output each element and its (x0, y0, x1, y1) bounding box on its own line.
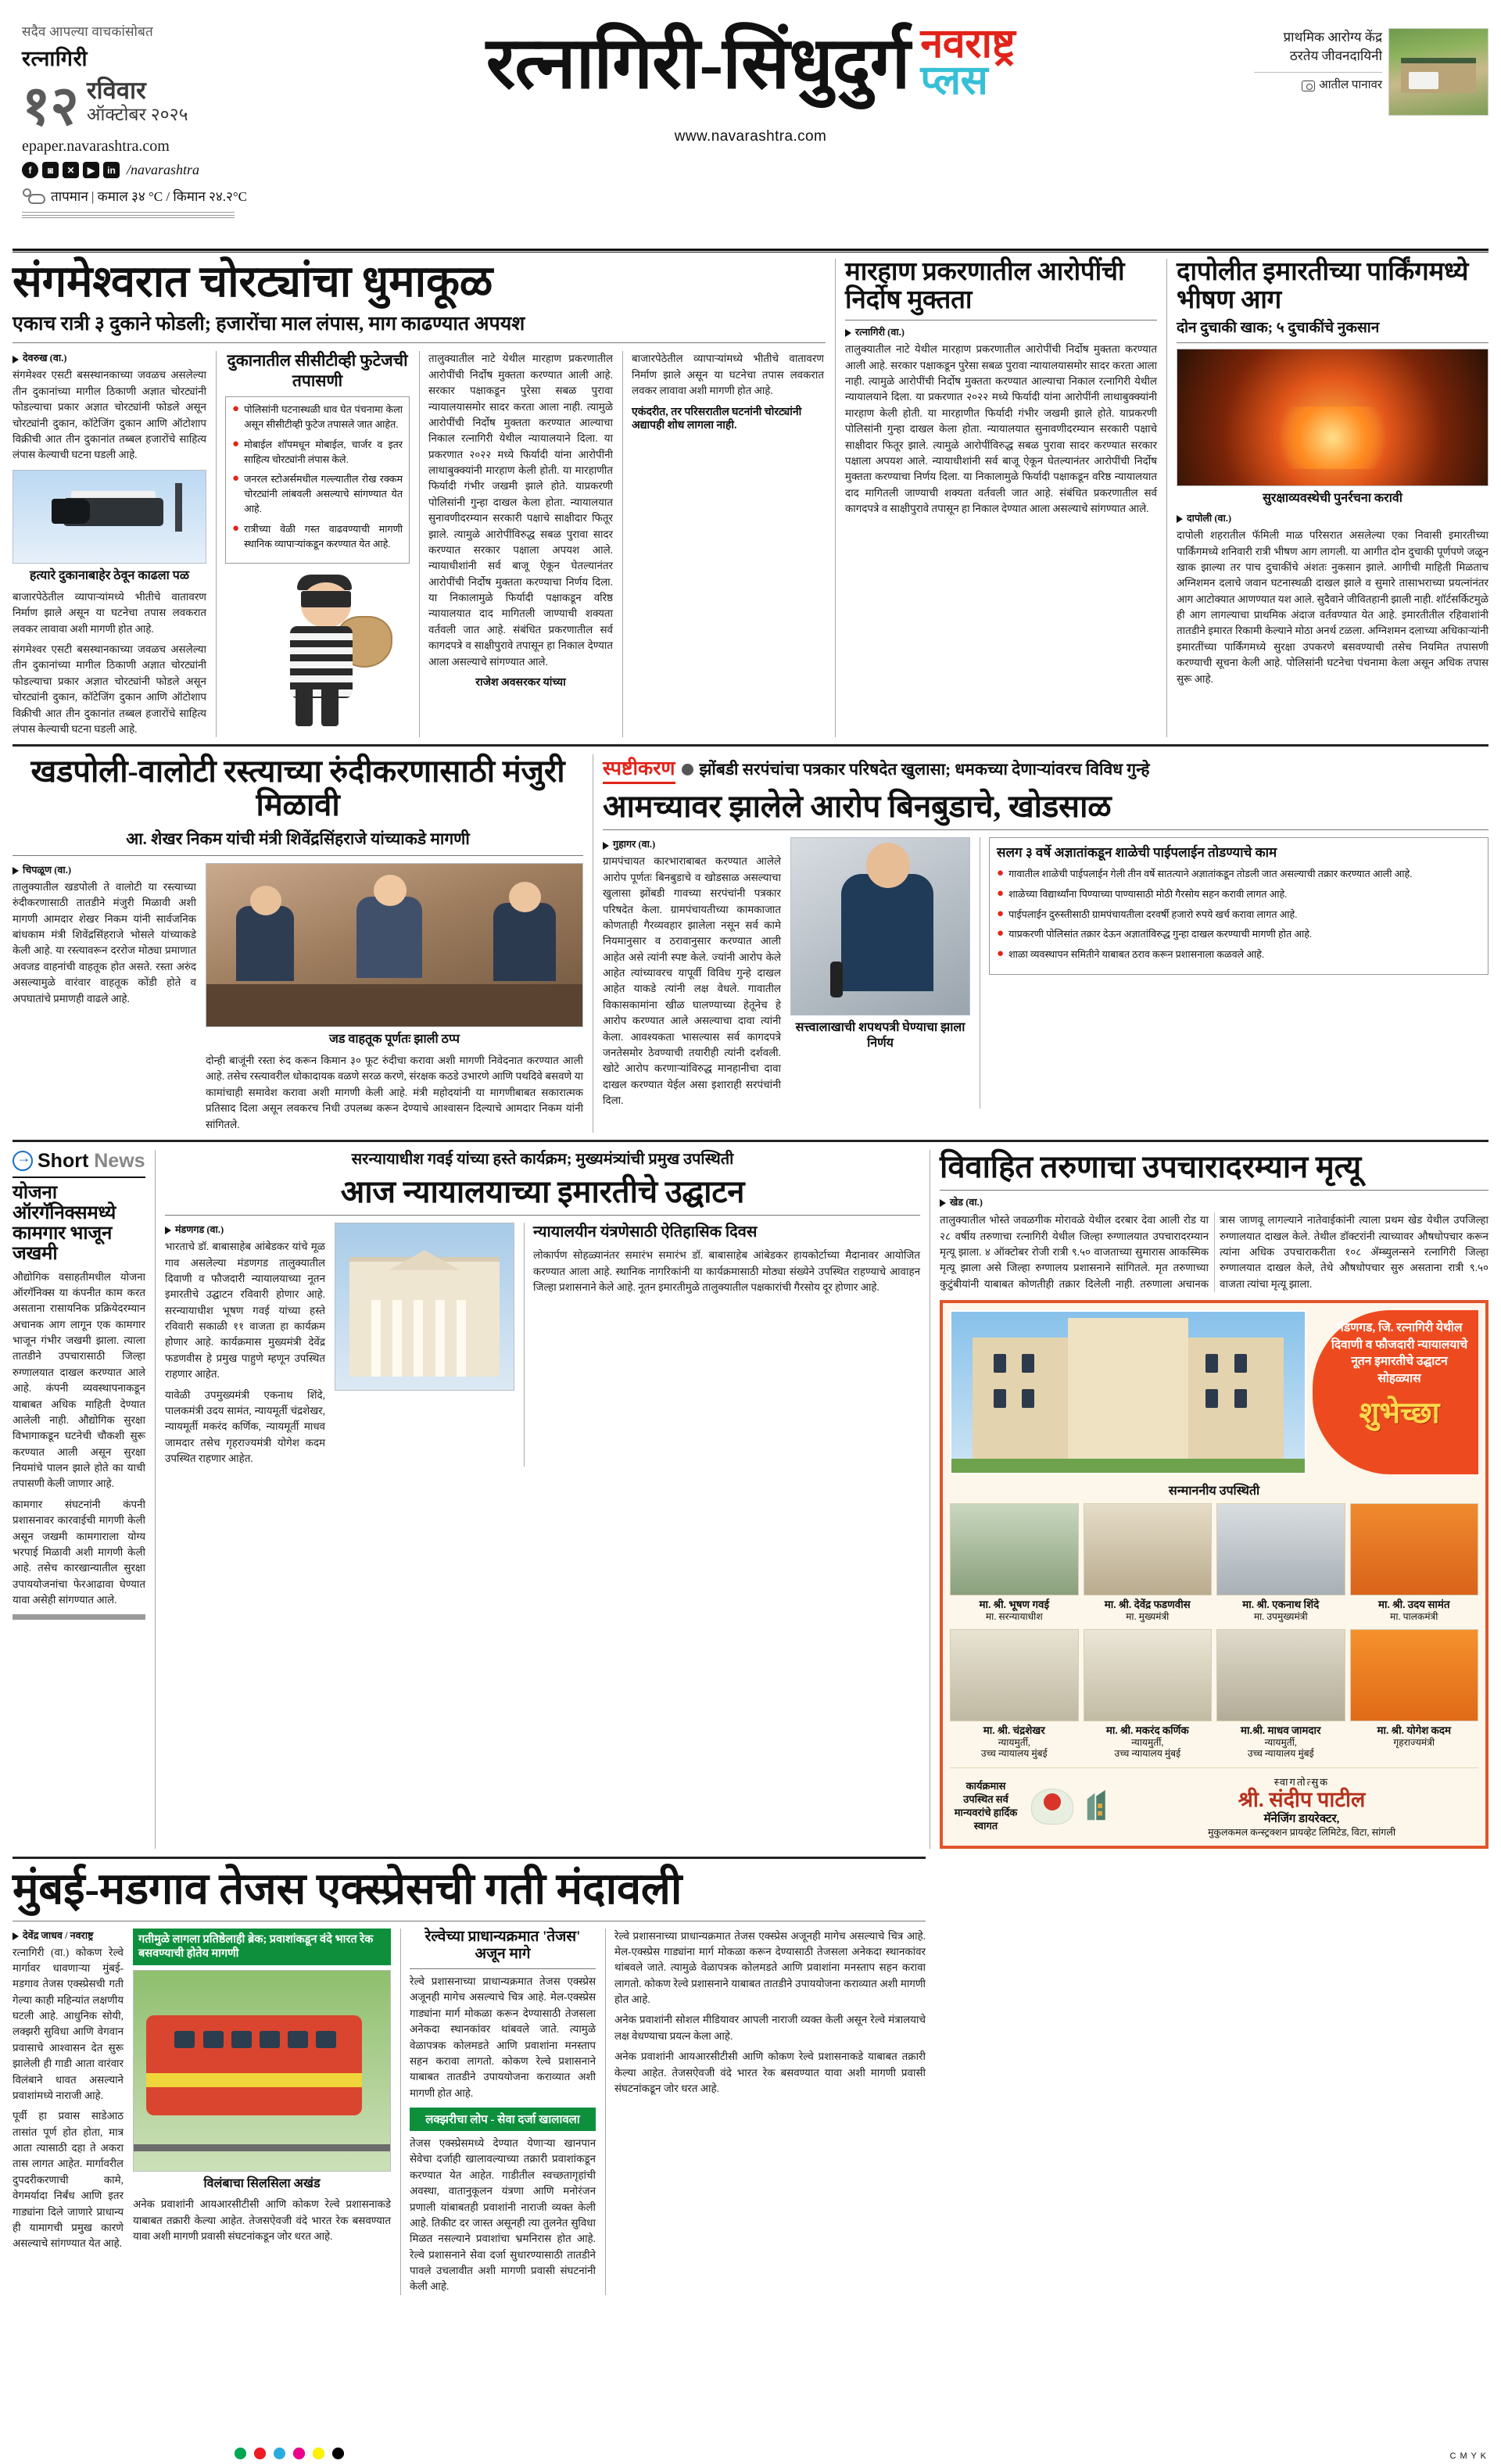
ad-guest-court: उच्च न्यायालय मुंबई (980, 1748, 1048, 1760)
weather-text: तापमान | कमाल ३४ °C / किमान २४.२°C (51, 189, 247, 205)
ad-guest-role: मा. पालकमंत्री (1390, 1611, 1438, 1623)
story-young-man-death (930, 1150, 1488, 1849)
list-item: ● पाईपलाईन दुरुस्तीसाठी ग्रामपंचायतीला दरवर्षी हजारो रुपये खर्च करावा लागत आहे. (997, 908, 1481, 922)
date-month-year: ऑक्टोबर २०२५ (86, 104, 188, 124)
story-marhan (845, 259, 1157, 737)
triangle-icon (165, 1227, 171, 1234)
spashtikaran-byline: गुहागर (वा.) (603, 837, 781, 851)
ad-building-photo (950, 1310, 1306, 1474)
lead-col-3 (419, 351, 613, 737)
court-inauguration-ad[interactable] (940, 1300, 1488, 1849)
ad-guest-row-1 (950, 1503, 1478, 1623)
spashtikaran-col-1 (603, 837, 781, 1108)
bullet-dot-icon: ● (232, 522, 240, 535)
ad-welcome-label: स्वागतोत्सुक (1274, 1776, 1330, 1789)
ad-sponsor-name: श्री. संदीप पाटील (1238, 1788, 1366, 1812)
fire-subhead: दोन दुचाकी खाक; ५ दुचाकींचे नुकसान (1177, 320, 1380, 337)
ad-guest (1216, 1503, 1345, 1623)
ad-guest-name: मा.श्री. माधव जामदार (1241, 1724, 1321, 1736)
lead-body-2: बाजारपेठेतील व्यापाऱ्यांमध्ये भीतीचे वातावरण निर्माण झाले असून या घटनेचा तपास लवकरात लवकर लावावा अशी मागणी होत आहे. (13, 590, 206, 635)
court-body-1: भारताचे डॉ. बाबासाहेब आंबेडकर यांचे मूळ गाव असलेल्या मंडणगड तालुक्यातील दिवाणी व फौजदारी न्यायालयाच्या नूतन इमारतीचे उद्घाटन रविवारी होणार आहे. सरन्यायाधीश भूषण गवई यांच्या हस्ते रविवारी सकाळी ११ वाजता हा कार्यक्रम होणार आहे. कार्यक्रमास मुख्यमंत्री देवेंद्र फडणवीस हे प्रमुख पाहुणे म्हणून उपस्थित राहणार आहेत. (165, 1241, 325, 1381)
bullet-dot-icon: ● (997, 927, 1005, 940)
avatar (1084, 1503, 1213, 1596)
ad-shubhechha: शुभेच्छा (1359, 1396, 1440, 1430)
court-col-2 (335, 1223, 514, 1467)
thief-illustration (225, 568, 410, 729)
avatar (1350, 1503, 1479, 1596)
masthead-promo[interactable] (1254, 11, 1488, 116)
arrow-right-icon (13, 1151, 33, 1171)
meeting-photo (206, 863, 583, 1027)
ad-guest-name: मा. श्री. उदय सामंत (1377, 1599, 1450, 1611)
ad-guest-name: मा. श्री. भूषण गवई (979, 1599, 1050, 1611)
section-four-spacer (935, 1857, 1488, 2295)
x-icon[interactable]: ✕ (63, 162, 79, 178)
khadpoli-col-1 (13, 863, 196, 1133)
triangle-icon (603, 842, 609, 850)
social-handle: /navarashtra (127, 162, 200, 178)
death-byline: खेड (वा.) (940, 1195, 1488, 1209)
masthead-divider (22, 212, 235, 218)
spashtikaran-kicker: झोंबडी सरपंचांचा पत्रकार परिषदेत खुलासा; धमकच्या देणाऱ्यांवरच विविध गुन्हे (699, 760, 1150, 779)
short-news-headline: योजना ऑरगॅनिक्समध्ये कामगार भाजून जखमी (13, 1182, 116, 1264)
lead-body-1: संगमेश्वर एसटी बसस्थानकाच्या जवळच असलेल्या तीन दुकानांच्या मागील ठिकाणी अज्ञात चोरट्यांनी फोडल्याचा प्रकार अज्ञात चोरट्यांनी फोडले असून चोरट्यांनी दुकान, कॉटेजिंग दुकान आणि ऑटोशाप विक्रीची आत तीन दुकानांत तब्बल हजारोंचे साहित्य लंपास केल्याची घटना घडली आहे. (13, 369, 206, 461)
court-col-1 (165, 1223, 325, 1467)
avatar (950, 1629, 1079, 1721)
ad-foot-left: कार्यक्रमास उपस्थित सर्व मान्यवरांचे हार्दिक स्वागत (954, 1780, 1018, 1832)
lead-box-title: दुकानातील सीसीटीव्ही फुटेजची तपासणी (227, 351, 408, 390)
tejas-bottom-body: तेजस एक्स्प्रेसमध्ये देण्यात येणाऱ्या खानपान सेवेचा दर्जाही खालावल्याच्या तक्रारी प्रवाशांकडून करण्यात येत आहेत. गाडीतील स्वच्छतागृहांची अवस्था, वातानुकूलन यंत्रणा आणि मनोरंजन प्रणाली यांबाबतही प्रवाशांनी नाराजी व्यक्त केली आहे. तिकीट दर जास्त असूनही त्या तुलनेत सुविधा मिळत नसल्याने प्रवाशांचा भ्रमनिरास होत आहे. रेल्वे प्रशासनाने सेवा दर्जा सुधारण्यासाठी तातडीने पावले उचलावीत अशी मागणी प्रवासी संघटनांनी केली आहे. (410, 2137, 596, 2293)
ad-guest-role: गृहराज्यमंत्री (1393, 1736, 1435, 1748)
ad-guest (1084, 1629, 1213, 1760)
marhan-headline: मारहाण प्रकरणातील आरोपींची निर्दोष मुक्तता (845, 258, 1125, 314)
ad-guest-name: मा. श्री. योगेश कदम (1377, 1724, 1451, 1736)
lead-col-4 (622, 351, 824, 737)
ad-circle-text: मंडणगड, जि. रत्नागिरी येथील दिवाणी व फौजदारी न्यायालयाचे नूतन इमारतीचे उद्घाटन सोहळ्यास (1331, 1321, 1468, 1386)
khadpoli-caption: जड वाहतूक पूर्णतः झाली ठप्प (329, 1032, 460, 1046)
bullet-dot-icon: ● (232, 437, 240, 450)
bullet-dot-icon: ● (997, 907, 1005, 920)
court-caption: न्यायालयीन यंत्रणेसाठी ऐतिहासिक दिवस (533, 1223, 758, 1241)
lead-byline: देवरुख (वा.) (13, 351, 206, 364)
spashtikaran-headline: आमच्यावर झालेले आरोप बिनबुडाचे, खोडसाळ (603, 789, 1112, 825)
court-headline: आज न्यायालयाच्या इमारतीचे उद्घाटन (340, 1173, 745, 1209)
pipeline-box (989, 837, 1488, 975)
spashtikaran-body: ग्रामपंचायत कारभाराबाबत करण्यात आलेले आरोप पूर्णतः बिनबुडाचे व खोडसाळ असल्याचा खुलासा झोंबडी गावच्या सरपंचांनी पत्रकार परिषदेत केला. ग्रामपंचायतीच्या कामकाजात कोणताही गैरव्यवहार झालेला नसून सर्व कामे नियमानुसार व ठरावानुसार करण्यात आली आहेत असे त्यांनी स्पष्ट केले. ज्यांनी आरोप केले आहेत त्यांच्यावरच यापूर्वी विविध गुन्हे दाखल आहेत याकडे त्यांनी लक्ष वेधले. गावातील विकासकामांना खीळ घालण्याच्या हेतूनेच हे आरोप करण्यात आले असल्याचा दावा त्यांनी केला. आवश्यकता भासल्यास सर्व कागदपत्रे जनतेसमोर ठेवण्याची तयारीही त्यांनी दर्शवली. खोटे आरोप करणाऱ्यांविरुद्ध मानहानीचा दावा दाखल करण्यात येईल असा इशाराही सरपंचांनी दिला. (603, 855, 781, 1107)
ad-guest (950, 1629, 1079, 1760)
story-dapoli-fire (1166, 259, 1488, 737)
triangle-icon (940, 1199, 946, 1207)
ad-footer (950, 1767, 1478, 1839)
list-item: ● गावातील शाळेची पाईपलाईन गेली तीन वर्षे सातत्याने अज्ञातांकडून तोडली जात असल्याची तक्रार करण्यात आली आहे. (997, 867, 1481, 882)
tejas-col-3 (400, 1929, 596, 2295)
ad-section-title: सन्माननीय उपस्थिती (1168, 1484, 1260, 1499)
ad-guest (1350, 1629, 1479, 1760)
promo-text: प्राथमिक आरोग्य केंद्र ठरतेय जीवनदायिनी (1283, 30, 1382, 64)
section-lead (13, 259, 1488, 737)
tejas-col4-body-3: अनेक प्रवाशांनी आयआरसीटीसी आणि कोकण रेल्वे प्रशासनाकडे याबाबत तक्रारी केल्या आहेत. तेजसऐवजी वंदे भारत रेक बसवण्यात यावा अशी मागणी प्रवासी संघटनांकडून जोर धरत आहे. (614, 2050, 926, 2094)
khadpoli-subhead: आ. शेखर निकम यांची मंत्री शिवेंद्रसिंहराजे यांच्याकडे मागणी (126, 829, 470, 848)
avatar (1350, 1629, 1479, 1721)
triangle-icon (13, 1932, 19, 1940)
short-news-header (13, 1150, 145, 1176)
tejas-col-4 (605, 1929, 926, 2295)
tejas-train-photo (133, 1970, 391, 2172)
tejas-kicker: गतीमुळे लागला प्रतिष्ठेलाही ब्रेक; प्रवाशांकडून वंदे भारत रेक बसवण्याची होतेय मागणी (133, 1929, 391, 1966)
triangle-icon (13, 867, 19, 875)
spashtikaran-caption: सत्त्वालाखाची शपथपत्री घेण्याचा झाला निर्णय (795, 1021, 965, 1050)
masthead (13, 11, 1488, 245)
photo-credit: राजेश अवसरकर यांच्या (475, 676, 566, 689)
masthead-logo (247, 11, 1254, 145)
lead-col-1 (13, 351, 206, 737)
ad-guest-role: न्यायमुर्ती, (1131, 1736, 1164, 1748)
photo-credit-2: एकंदरीत, तर परिसरातील घटनांनी चोरट्यांनी अद्यापही शोध लागला नाही. (632, 406, 802, 432)
youtube-icon[interactable]: ▶ (83, 162, 99, 178)
ad-guest-court: उच्च न्यायालय मुंबई (1247, 1748, 1314, 1760)
ad-guest-role: मा. सरन्यायाधीश (985, 1611, 1043, 1623)
social-bar (22, 162, 247, 178)
brand-navarashtra: नवराष्ट्र (920, 22, 1016, 66)
section-three (13, 1150, 1488, 1849)
list-item: ● रात्रीच्या वेळी गस्त वाढवण्याची मागणी स्थानिक व्यापाऱ्यांकडून करण्यात येत आहे. (232, 522, 403, 552)
ad-guest (1084, 1503, 1213, 1623)
short-news-body-2: कामगार संघटनांनी कंपनी प्रशासनावर कारवाईची मागणी केली असून जखमी कामगाराला योग्य भरपाई मिळावी अशी मागणी केली आहे. तसेच कारखान्यातील सुरक्षा उपाययोजनांचा फेरआढावा घेण्यात यावा असेही सांगण्यात आले. (13, 1498, 145, 1606)
fire-byline: दापोली (वा.) (1177, 511, 1488, 525)
lead-body-3: संगमेश्वर एसटी बसस्थानकाच्या जवळच असलेल्या तीन दुकानांच्या मागील ठिकाणी अज्ञात चोरट्यांनी फोडल्याचा प्रकार अज्ञात चोरट्यांनी फोडले असून चोरट्यांनी दुकान, कॉटेजिंग दुकान आणि ऑटोशाप विक्रीची आत तीन दुकानांत तब्बल हजारोंचे साहित्य लंपास केल्याची घटना घडली आहे. (13, 643, 206, 735)
short-news-label-1: Short (38, 1149, 89, 1172)
company-logo-icon (1083, 1789, 1119, 1825)
court-body-2: यावेळी उपमुख्यमंत्री एकनाथ शिंदे, पालकमंत्री उदय सामंत, न्यायमूर्ती चंद्रशेखर, न्यायमूर्ती मकरंद कर्णिक, न्यायमूर्ती माधव जामदार तसेच गृहराज्यमंत्री योगेश कदम उपस्थित राहणार आहेत. (165, 1388, 325, 1465)
fire-headline: दापोलीत इमारतीच्या पार्किंगमध्ये भीषण आग (1177, 258, 1469, 314)
khadpoli-headline: खडपोली-वालोटी रस्त्याच्या रुंदीकरणासाठी मंजुरी मिळावी (30, 754, 565, 823)
weather-row (22, 187, 247, 205)
ad-sponsor-role: मॅनेजिंग डायरेक्टर, (1263, 1812, 1340, 1825)
death-headline: विवाहित तरुणाचा उपचारादरम्यान मृत्यू (940, 1148, 1361, 1184)
avatar (950, 1503, 1079, 1596)
color-registration-dots-right (235, 2448, 1243, 2459)
promo-credit: आतील पानावर (1319, 79, 1382, 92)
ad-guest (1350, 1503, 1479, 1623)
ad-guest-name: मा. श्री. चंद्रशेखर (983, 1724, 1045, 1736)
triangle-icon (13, 356, 19, 364)
tejas-col4-body: रेल्वे प्रशासनाच्या प्राधान्यक्रमात तेजस एक्स्प्रेस अजूनही मागेच असल्याचे चित्र आहे. मेल-एक्स्प्रेस गाड्यांना मार्ग मोकळा करून देण्यासाठी तेजसला अनेकदा स्थानकांवर थांबवले जाते. त्यामुळे वेळापत्रक कोलमडते आणि प्रवाशांना मनस्ताप सहन करावा लागतो. कोकण रेल्वे प्रशासनाने याबाबत तातडीने उपाययोजना कराव्यात अशी मागणी होत आहे. (614, 1929, 926, 2006)
triangle-icon (1177, 515, 1183, 523)
list-item: ● मोबाईल शॉपमधून मोबाईल, चार्जर व इतर साहित्य चोरट्यांनी लंपास केले. (232, 438, 403, 467)
tejas-col-1 (13, 1929, 124, 2295)
ad-guest-name: मा. श्री. देवेंद्र फडणवीस (1104, 1599, 1191, 1611)
ad-guest-role: न्यायमुर्ती, (998, 1736, 1030, 1748)
ad-guest-name: मा. श्री. मकरंद कर्णिक (1105, 1724, 1189, 1736)
ad-guest-role: मा. मुख्यमंत्री (1126, 1611, 1170, 1623)
bullet-dot-icon: ● (232, 402, 240, 415)
tagline: सदैव आपल्या वाचकांसोबत (22, 24, 153, 39)
avatar (1084, 1629, 1213, 1721)
instagram-icon[interactable]: ◙ (42, 162, 59, 178)
linkedin-icon[interactable]: in (103, 162, 120, 178)
list-item: ● शाळा व्यवस्थापन समितीने याबाबत ठराव करून प्रशासनाला कळवले आहे. (997, 947, 1481, 962)
date-block (22, 76, 247, 137)
fire-caption: सुरक्षाव्यवस्थेची पुनर्रचना करावी (1263, 492, 1402, 505)
cmyk-mark: C M Y K (1449, 2451, 1487, 2461)
tejas-body-3: अनेक प्रवाशांनी आयआरसीटीसी आणि कोकण रेल्वे प्रशासनाकडे याबाबत तक्रारी केल्या आहेत. तेजसऐवजी वंदे भारत रेक बसवण्यात यावा अशी मागणी प्रवासी संघटनांकडून जोर धरत आहे. (133, 2198, 391, 2243)
tejas-col4-body-2: अनेक प्रवाशांनी सोशल मीडियावर आपली नाराजी व्यक्त केली असून रेल्वे मंत्रालयाचे लक्ष वेधण्याचा प्रयत्न केला आहे. (614, 2014, 926, 2042)
press-conference-photo (790, 837, 970, 1015)
khadpoli-byline: चिपळूण (वा.) (13, 863, 196, 876)
edition-city: रत्नागिरी (22, 47, 88, 70)
short-news-block (13, 1150, 145, 1849)
spashtikaran-label: स्पष्टीकरण (603, 754, 675, 784)
tejas-body-2: पूर्वी हा प्रवास साडेआठ तासांत पूर्ण होत होता, मात्र आता त्यासाठी दहा ते अकरा तास लागत आहेत. मार्गावरील दुपदरीकरणाची कामे, वेगमर्यादा निर्बंध आणि इतर गाड्यांना दिले जाणारे प्राधान्य ही यामागची प्रमुख कारणे असल्याचे सांगण्यात येत आहे. (13, 2110, 124, 2250)
top-right-stories (835, 259, 1488, 737)
lead-col4-body: बाजारपेठेतील व्यापाऱ्यांमध्ये भीतीचे वातावरण निर्माण झाले असून या घटनेचा तपास लवकरात लवकर लावावा अशी मागणी होत आहे. (632, 353, 824, 397)
lead-col3-body: तालुक्यातील नाटे येथील मारहाण प्रकरणातील आरोपींची निर्दोष मुक्तता करण्यात आली आहे. सरकार पक्षाकडून पुरेसा सबळ पुरावा न्यायालयासमोर सादर करता आला नाही. त्यामुळे आरोपींची निर्दोष मुक्तता करण्यात आल्याचा निकाल रत्नागिरी येथील न्यायालयाने दिला. या प्रकरणात २०२२ मध्ये फिर्यादी यांना आरोपींनी लाथाबुक्क्यांनी मारहाण केली होती. या मारहाणीत फिर्यादी गंभीर जखमी झाले होते. याप्रकरणी पोलिसांनी गुन्हा दाखल केला होता. न्यायालयात सुनावणीदरम्यान सरकारी पक्षाचे साक्षीदार फितूर झाले. त्यामुळे आरोपींविरुद्ध सबळ पुरावा सादर करण्यात सरकार पक्षाला अपयश आले. न्यायाधीशांनी सर्व बाजू ऐकून घेतल्यानंतर आरोपींची निर्दोष मुक्तता करण्याचा निर्णय दिला. या निकालामुळे फिर्यादी पक्षाकडून वरिष्ठ न्यायालयात दाद मागितली जाण्याची शक्यता वर्तवली जात आहे. संबंधित प्रकरणातील सर्व कागदपत्रे व साक्षीपुरावे तपासून हा निकाल देण्यात आला असल्याचे सांगण्यात आले. (428, 353, 613, 668)
avatar (1216, 1629, 1345, 1721)
lead-col-2 (216, 351, 410, 737)
ad-greeting-circle (1313, 1310, 1478, 1474)
list-item: ● जनरल स्टोअर्समधील गल्ल्यातील रोख रक्कम चोरट्यांनी लांबवली असल्याचे सांगण्यात येत आहे. (232, 472, 403, 517)
tejas-body-1: रत्नागिरी (वा.) कोकण रेल्वे मार्गावर धावणाऱ्या मुंबई-मडगाव तेजस एक्स्प्रेसची गती गेल्या काही महिन्यांत लक्षणीय घटली आहे. आधुनिक सोयी, लक्झरी सुविधा आणि वेगवान प्रवासाचे आश्वासन देत सुरू झालेली ही गाडी आता वारंवार विलंबाने धावत असल्याने प्रवाशांमध्ये नाराजी आहे. (13, 1946, 124, 2101)
tejas-bottom-head: लक्झरीचा लोप - सेवा दर्जा खालावला (410, 2108, 596, 2131)
story-khadpoli (13, 754, 583, 1133)
cctv-camera-photo (13, 470, 206, 564)
tejas-caption: विलंबाचा सिलसिला अखंड (203, 2177, 321, 2191)
lead-subhead: एकाच रात्री ३ दुकाने फोडली; हजारोंचा माल लंपास, माग काढण्यात अपयश (13, 313, 525, 335)
ad-guest (950, 1503, 1079, 1623)
masthead-rule (13, 249, 1488, 252)
bullet-dot-icon: ● (997, 886, 1005, 900)
tejas-mid-head: रेल्वेच्या प्राधान्यक्रमात 'तेजस' अजून मागे (425, 1928, 581, 1963)
khadpoli-col-2 (206, 863, 583, 1133)
list-item: ● शाळेच्या विद्यार्थ्यांना पिण्याच्या पाण्यासाठी मोठी गैरसोय सहन करावी लागत आहे. (997, 887, 1481, 902)
spashtikaran-col-2 (790, 837, 970, 1108)
khadpoli-body-2: दोन्ही बाजूंनी रस्ता रुंद करून किमान ३० फूट रुंदीचा करावा अशी मागणी निवेदनात करण्यात आली आहे. तसेच रस्त्यावरील धोकादायक वळणे सरळ करणे, संरक्षक कठडे उभारणे आणि पथदिवे बसवणे या कामांचाही समावेश करावा अशी मागणी केली आहे. मंत्री महोदयांनी या मागणीबाबत सकारात्मक प्रतिसाद दिला असून लवकरच निधी उपलब्ध करून देण्याचे आश्वासन दिल्याचे आमदार निकम यांनी सांगितले. (206, 1055, 583, 1130)
lead-bullet-box (225, 396, 410, 564)
tejas-headline: मुंबई-मडगाव तेजस एक्स्प्रेसची गती मंदावली (13, 1865, 682, 1914)
lead-story (13, 259, 826, 737)
paper-title: रत्नागिरी-सिंधुदुर्ग (485, 23, 910, 103)
date-day-number: १२ (22, 76, 79, 137)
promo-image (1388, 28, 1488, 116)
court-body-3: लोकार्पण सोहळ्यानंतर समारंभ समारंभ डॉ. बाबासाहेब आंबेडकर हायकोर्टाच्या मैदानावर आयोजित करण्यात आला आहे. स्थानिक नागरिकांनी या कार्यक्रमासाठी मोठ्या संख्येने उपस्थित राहण्याचे आवाहन जिल्हा प्रशासनाने केले आहे. नूतन इमारतीमुळे तालुक्यातील पक्षकारांची गैरसोय दूर होणार आहे. (533, 1249, 920, 1293)
ad-guest-name: मा. श्री. एकनाथ शिंदे (1242, 1599, 1320, 1611)
bullet-dot-icon: ● (997, 947, 1005, 961)
tejas-col-2 (133, 1929, 391, 2295)
bullet-dot-icon: ● (232, 472, 240, 485)
court-building-photo (335, 1223, 514, 1391)
date-day-name: रविवार (86, 77, 146, 104)
lead-headline: संगमेश्वरात चोरट्यांचा धुमाकूळ (13, 258, 493, 306)
story-spashtikaran (593, 754, 1488, 1133)
website-url[interactable]: www.navarashtra.com (674, 127, 827, 145)
list-item: ● याप्रकरणी पोलिसांत तक्रार देऊन अज्ञातांविरुद्ध गुन्हा दाखल करण्याची मागणी होत आहे. (997, 927, 1481, 942)
fire-photo (1177, 349, 1488, 486)
khadpoli-body-1: तालुक्यातील खडपोली ते वालोटी या रस्त्याच्या रुंदीकरणासाठी तातडीने मंजुरी मिळावी अशी मागणी आमदार शेखर निकम यांनी सार्वजनिक बांधकाम मंत्री शिवेंद्रसिंहराजे भोसले यांच्याकडे केली आहे. या रस्त्यावरून दररोज मोठ्या प्रमाणात अवजड वाहनांची वाहतूक होत असते. रस्ता अरुंद असल्यामुळे वारंवार वाहतूक कोंडी होते व अपघातांचे प्रमाणही वाढले आहे. (13, 880, 196, 1005)
bullet-dot-icon (682, 764, 693, 775)
lead-caption: हत्यारे दुकानाबाहेर ठेवून काढला पळ (29, 568, 190, 582)
ad-guest-role: न्यायमुर्ती, (1264, 1736, 1297, 1748)
bullet-dot-icon: ● (997, 866, 1005, 879)
ad-guest-court: उच्च न्यायालय मुंबई (1114, 1748, 1181, 1760)
list-item: ● पोलिसांनी घटनास्थळी धाव घेत पंचनामा केला असून सीसीटीव्ही फुटेज तपासले जात आहेत. (232, 403, 403, 432)
ad-guest-role: मा. उपमुख्यमंत्री (1253, 1611, 1308, 1623)
triangle-icon (845, 329, 851, 337)
flower-icon (1028, 1782, 1076, 1831)
avatar (1216, 1503, 1345, 1596)
tejas-byline: देवेंद्र जाधव / नवराष्ट्र (13, 1929, 124, 1942)
section-two (13, 754, 1488, 1133)
court-kicker: सरन्यायाधीश गवई यांच्या हस्ते कार्यक्रम; मुख्यमंत्र्यांची प्रमुख उपस्थिती (351, 1150, 734, 1168)
story-court-inauguration (155, 1150, 920, 1849)
story-tejas-express (13, 1857, 926, 2295)
epaper-url[interactable]: epaper.navarashtra.com (22, 138, 170, 156)
ad-guest-row-2 (950, 1629, 1478, 1760)
short-news-label-2: News (94, 1149, 145, 1172)
marhan-body: तालुक्यातील नाटे येथील मारहाण प्रकरणातील आरोपींची निर्दोष मुक्तता करण्यात आली आहे. सरकार पक्षाकडून पुरेसा सबळ पुरावा न्यायालयासमोर सादर करता आला नाही. त्यामुळे आरोपींची निर्दोष मुक्तता करण्यात आल्याचा निकाल रत्नागिरी येथील न्यायालयाने दिला. या प्रकरणात २०२२ मध्ये फिर्यादी यांना आरोपींनी लाथाबुक्क्यांनी मारहाण केली होती. या मारहाणीत फिर्यादी गंभीर जखमी झाले होते. याप्रकरणी पोलिसांनी गुन्हा दाखल केला होता. न्यायालयात सुनावणीदरम्यान सरकारी पक्षाचे साक्षीदार फितूर झाले. त्यामुळे आरोपींविरुद्ध सबळ पुरावा सादर करण्यात सरकार पक्षाला अपयश आले. न्यायाधीशांनी सर्व बाजू ऐकून घेतल्यानंतर आरोपींची निर्दोष मुक्तता करण्याचा निर्णय दिला. या निकालामुळे फिर्यादी पक्षाकडून वरिष्ठ न्यायालयात दाद मागितली जाण्याची शक्यता वर्तवली जात आहे. संबंधित प्रकरणातील सर्व कागदपत्रे व साक्षीपुरावे तपासून हा निकाल देण्यात आला असल्याचे सांगण्यात आले. (845, 343, 1157, 514)
section-four (13, 1857, 1488, 2295)
camera-icon (1302, 81, 1315, 91)
ad-guest (1216, 1629, 1345, 1760)
court-col-3 (524, 1223, 920, 1467)
pipeline-box-title: सलग ३ वर्षे अज्ञातांकडून शाळेची पाईपलाईन तोडण्याचे काम (997, 845, 1277, 861)
fire-body: दापोली शहरातील फॅमिली माळ परिसरात असलेल्या एका निवासी इमारतीच्या पार्किंगमध्ये शनिवारी रात्री भीषण आग लागली. या आगीत दोन दुचाकी पूर्णपणे जळून खाक झाल्या तर पाच दुचाकींचे अंशतः नुकसान झाले. आगीची माहिती मिळताच अग्निशमन दलाचे जवान घटनास्थळी दाखल झाले व सुमारे तासाभराच्या प्रयत्नांनंतर आग आटोक्यात आणण्यात यश आले. सुदैवाने जीवितहानी झाली नाही. शॉर्टसर्किटमुळे ही आग लागल्याचा प्राथमिक अंदाज वर्तवण्यात येत आहे. इमारतीतील रहिवाशांनी तातडीने इमारत रिकामी केल्याने मोठा अनर्थ टळला. अग्निशमन दलाच्या अधिकाऱ्यांनी इमारतींच्या पार्किंगमध्ये सुरक्षा उपकरणे बसवण्याची तसेच नियमित तपासणी करण्याची सूचना केली आहे. पोलिसांनी घटनेचा पंचनामा केला असून अधिक तपास सुरू आहे. (1177, 529, 1488, 685)
brand-plus: प्लस (920, 58, 988, 103)
tejas-mid-body: रेल्वे प्रशासनाच्या प्राधान्यक्रमात तेजस एक्स्प्रेस अजूनही मागेच असल्याचे चित्र आहे. मेल-एक्स्प्रेस गाड्यांना मार्ग मोकळा करून देण्यासाठी तेजसला अनेकदा स्थानकांवर थांबवले जाते. त्यामुळे वेळापत्रक कोलमडते आणि प्रवाशांना मनस्ताप सहन करावा लागतो. कोकण रेल्वे प्रशासनाने याबाबत तातडीने उपाययोजना कराव्यात अशी मागणी होत आहे. (410, 1975, 596, 2099)
spashtikaran-col-3 (980, 837, 1488, 1108)
court-byline: मंडणगड (वा.) (165, 1223, 325, 1236)
masthead-left (13, 11, 247, 220)
ad-sponsor-company: मुकुलकमल कन्स्ट्रक्शन प्रायव्हेट लिमिटेड, विटा, सांगली (1207, 1826, 1396, 1838)
marhan-byline: रत्नागिरी (वा.) (845, 325, 1157, 338)
short-news-body: औद्योगिक वसाहतीमधील योजना ऑरगॅनिक्स या कंपनीत काम करत असताना रासायनिक प्रक्रियेदरम्यान अचानक आग लागून एक कामगार भाजून गंभीर जखमी झाला. त्याला तातडीने उपचारासाठी जिल्हा रुग्णालयात दाखल करण्यात आले आहे. कंपनी व्यवस्थापनाकडून याबाबत अधिक माहिती देण्यात आलेली नाही. औद्योगिक सुरक्षा विभागाकडून घटनेची चौकशी सुरू करण्यात आली असून सुरक्षा नियमांचे पालन झाले होते का याची तपासणी केली जाणार आहे. (13, 1270, 145, 1490)
death-body: तालुक्यातील भोस्ते जवळगीक मोरावळे येथील दरबार देवा आली रोड या २८ वर्षीय तरुणाचा रत्नागिरी येथील जिल्हा रुग्णालयात उपचारादरम्यान मृत्यू झाला. ४ ऑक्टोबर रोजी रात्री ९.५० वाजताच्या सुमारास आकस्मिक मृत्यू झाला असे जिल्हा रुग्णालय प्रशासनाने सांगितले. मृत तरुणाच्या कुटुंबीयांनी याबाबत कोणतीही तक्रार दिलेली नाही. तरुणाला अचानक त्रास जाणवू लागल्याने नातेवाईकांनी त्याला प्रथम खेड येथील उपजिल्हा रुग्णालयात दाखल केले. तेथील डॉक्टरांनी त्याच्यावर औषधोपचार करून त्यांना अधिक उपचाराकरीता १०८ ॲम्ब्युलन्सने रत्नागिरी जिल्हा रुग्णालयात दाखल केले, तेथे औषधोपचार सुरु असताना रात्री ९.५० वाजता त्यांचा मृत्यू झाला. (940, 1214, 1488, 1290)
weather-icon (22, 188, 45, 205)
facebook-icon[interactable]: f (22, 162, 38, 178)
